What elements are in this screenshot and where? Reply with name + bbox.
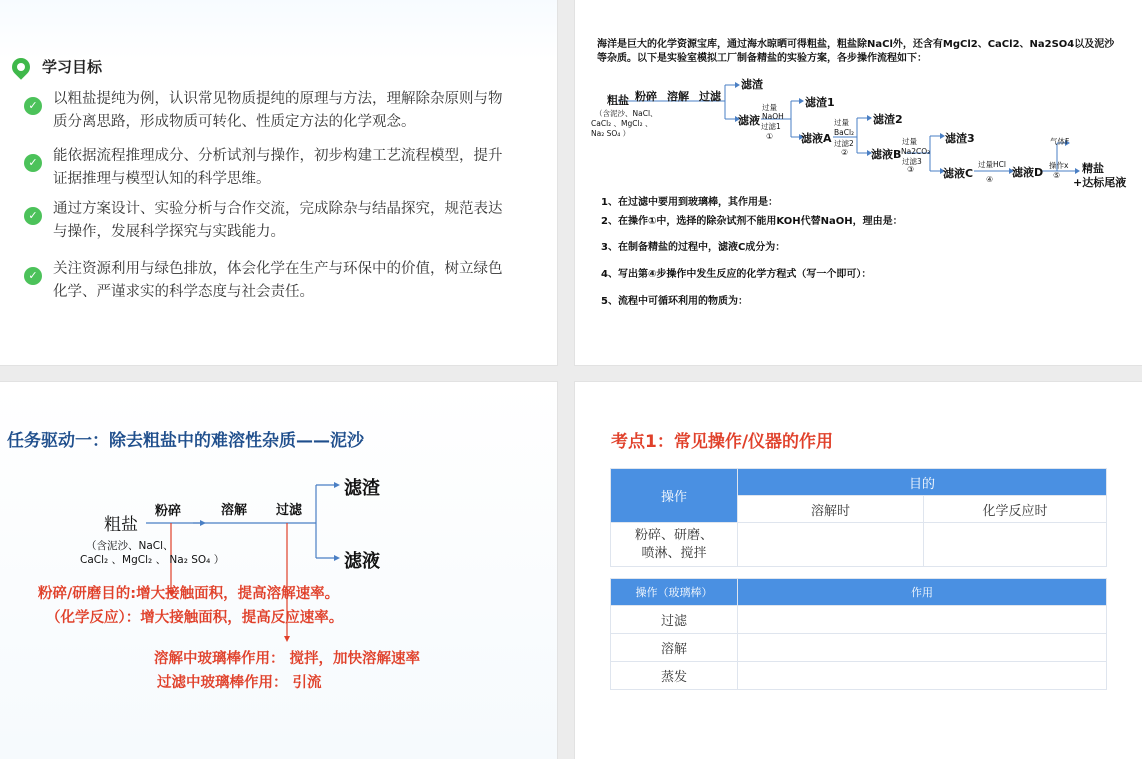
check-icon: ✓ (24, 97, 42, 115)
goal-text: 通过方案设计、实验分析与合作交流，完成除杂与结晶探究，规范表达与操作，发展科学探究与实践能力。 (53, 201, 503, 240)
flow-residue-3: 滤渣3 (945, 132, 975, 145)
note-reaction-purpose: （化学反应）：增大接触面积，提高反应速率。 (46, 610, 344, 626)
check-icon: ✓ (24, 267, 42, 285)
flow-filter-op: 过滤1 (761, 122, 781, 131)
flow-filter-op: 过滤3 (902, 157, 922, 166)
diagram-crude-salt: 粗盐 (104, 515, 138, 535)
flow-reagent: 过量HCl (978, 160, 1006, 169)
flow-reagent: Na2CO₃ (901, 147, 931, 156)
header-effect: 作用 (738, 579, 1107, 606)
flow-gas: 气体F (1050, 137, 1070, 146)
flow-filtrate-a: 滤液A (801, 132, 832, 145)
flow-filtrate-d: 滤液D (1012, 166, 1044, 179)
flow-impurity: （含泥沙、NaCl、 (595, 109, 658, 118)
flow-step-filter: 过滤 (699, 90, 721, 103)
flow-reagent: NaOH (762, 112, 784, 121)
row-filter: 过滤 (611, 606, 738, 634)
flow-filtrate-c: 滤液C (943, 167, 974, 180)
cell-empty[interactable] (924, 523, 1107, 567)
process-flow-diagram (575, 0, 1142, 200)
flow-step-num: ④ (986, 175, 994, 184)
header-dissolve: 溶解时 (738, 496, 924, 523)
flow-filtrate: 滤液 (738, 114, 760, 127)
goal-item (24, 145, 514, 191)
flow-fine-salt: 精盐 (1082, 162, 1104, 175)
slide-learning-goals[interactable] (0, 0, 557, 365)
question-2: 2、在操作①中，选择的除杂试剂不能用KOH代替NaOH，理由是： (601, 216, 903, 227)
flow-residue-1: 滤渣1 (805, 96, 835, 109)
flow-reagent: 过量 (902, 137, 917, 146)
goal-text: 能依据流程推理成分、分析试剂与操作，初步构建工艺流程模型，提升证据推理与模型认知的科学思维。 (53, 148, 503, 187)
flow-residue: 滤渣 (741, 78, 763, 91)
operation-purpose-table (610, 468, 1107, 567)
diagram-residue: 滤渣 (344, 478, 380, 499)
note-crush-purpose: 粉碎/研磨目的:增大接触面积，提高溶解速率。 (38, 586, 340, 602)
flow-step-num: ② (841, 148, 849, 157)
flow-step-num: ⑤ (1053, 171, 1061, 180)
location-pin-icon (8, 54, 33, 79)
flow-impurity: Na₂ SO₄ ） (591, 129, 631, 138)
diagram-step-filter: 过滤 (276, 503, 303, 518)
cell-empty[interactable] (738, 606, 1107, 634)
goals-header (12, 56, 102, 77)
diagram-impurity: （含泥沙、NaCl、 (86, 540, 174, 552)
filtration-flow-diagram (0, 382, 557, 759)
goal-text: 以粗盐提纯为例，认识常见物质提纯的原理与方法，理解除杂原则与物质分离思路，形成物质可转化、性质定方法的化学观念。 (53, 91, 503, 130)
glass-rod-table (610, 578, 1107, 690)
diagram-filtrate: 滤液 (344, 551, 380, 572)
goals-title: 学习目标 (42, 58, 103, 76)
header-reaction: 化学反应时 (924, 496, 1107, 523)
slide-task-remove-sand[interactable] (0, 382, 557, 759)
question-3: 3、在制备精盐的过程中，滤液C成分为： (601, 242, 786, 253)
note-glass-rod-dissolve: 溶解中玻璃棒作用： 搅拌，加快溶解速率 (154, 651, 421, 667)
flow-reagent: BaCl₂ (834, 128, 855, 137)
row-evaporate: 蒸发 (611, 662, 738, 690)
row-dissolve: 溶解 (611, 634, 738, 662)
intro-paragraph: 海洋是巨大的化学资源宝库，通过海水晾晒可得粗盐，粗盐除NaCl外，还含有MgCl2、CaCl2、Na2SO4以及泥沙等杂质。以下是实验室模拟工厂制备精盐的实验方案，各步操作流程如下： (597, 39, 1115, 64)
flow-step-num: ① (766, 132, 774, 141)
note-glass-rod-filter: 过滤中玻璃棒作用： 引流 (157, 675, 322, 691)
diagram-step-crush: 粉碎 (155, 504, 182, 519)
cell-empty[interactable] (738, 662, 1107, 690)
flow-filter-op: 过滤2 (834, 139, 854, 148)
exam-point-title: 考点1：常见操作/仪器的作用 (611, 432, 834, 452)
flow-residue-2: 滤渣2 (873, 113, 903, 126)
task-title: 任务驱动一：除去粗盐中的难溶性杂质——泥沙 (7, 431, 364, 451)
flow-step-dissolve: 溶解 (667, 90, 689, 103)
question-5: 5、流程中可循环利用的物质为： (601, 296, 748, 307)
row-label-crush: 粉碎、研磨、喷淋、搅拌 (611, 523, 738, 567)
cell-empty[interactable] (738, 634, 1107, 662)
question-4: 4、写出第④步操作中发生反应的化学方程式（写一个即可）： (601, 269, 872, 280)
check-icon: ✓ (24, 207, 42, 225)
flow-step-num: ③ (907, 165, 915, 174)
flow-step-crush: 粉碎 (635, 90, 657, 103)
header-purpose: 目的 (738, 469, 1107, 496)
flow-filtrate-b: 滤液B (871, 148, 902, 161)
goal-text: 关注资源利用与绿色排放，体会化学在生产与环保中的价值，树立绿色化学、严谨求实的科学态度与社会责任。 (53, 261, 503, 300)
flow-waste-liquid: +达标尾液 (1073, 176, 1127, 189)
question-1: 1、在过滤中要用到玻璃棒，其作用是： (601, 197, 778, 208)
flow-op-x: 操作x (1049, 161, 1069, 170)
flow-impurity: CaCl₂ 、MgCl₂ 、 (591, 119, 653, 128)
check-icon: ✓ (24, 154, 42, 172)
diagram-impurity: CaCl₂ 、MgCl₂ 、 Na₂ SO₄ ） (80, 554, 225, 566)
flow-crude-salt: 粗盐 (607, 94, 629, 107)
diagram-step-dissolve: 溶解 (221, 503, 248, 518)
header-operation: 操作 (611, 469, 738, 523)
flow-reagent: 过量 (762, 103, 777, 112)
header-operation-rod: 操作（玻璃棒） (611, 579, 738, 606)
goal-item (24, 198, 514, 244)
flow-reagent: 过量 (834, 118, 849, 127)
goal-item (24, 258, 514, 304)
slide-exam-point-1[interactable] (575, 382, 1142, 759)
goal-item (24, 88, 514, 134)
cell-empty[interactable] (738, 523, 924, 567)
slide-process-questions[interactable] (575, 0, 1142, 365)
